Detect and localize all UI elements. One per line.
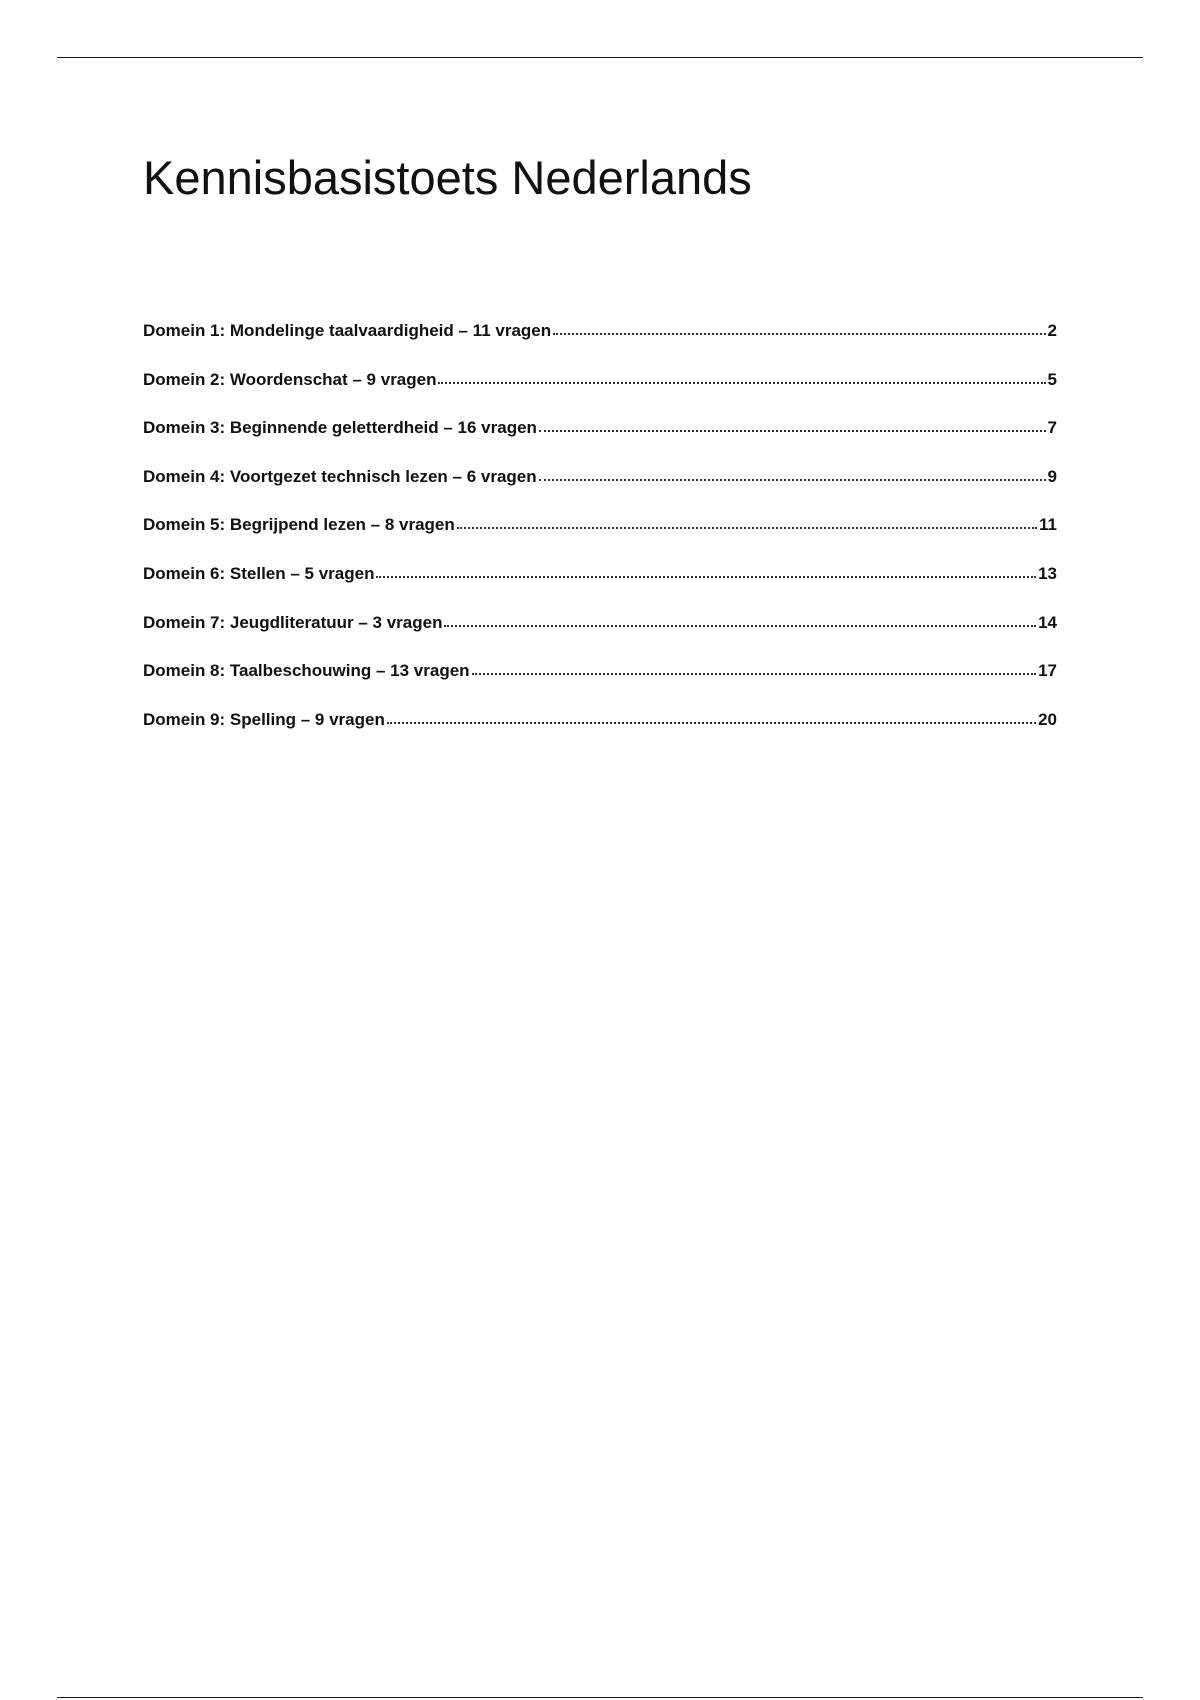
toc-entry-label: Domein 1: Mondelinge taalvaardigheid – 11 vragen	[143, 321, 552, 340]
toc-entry-domein-1[interactable]	[143, 318, 1057, 367]
dot-leader	[387, 722, 1036, 724]
toc-entry-label: Domein 5: Begrijpend lezen – 8 vragen	[143, 515, 455, 535]
toc-entry-page-number: 7	[1047, 418, 1057, 438]
toc-entry-domein-7[interactable]	[143, 610, 1057, 659]
toc-entry-page-number: 11	[1039, 515, 1057, 535]
dot-leader	[457, 527, 1037, 529]
toc-entry-domein-4[interactable]	[143, 464, 1057, 513]
header-rule	[57, 57, 1143, 58]
toc-entry-domein-8[interactable]	[143, 658, 1057, 707]
toc-entry-page-number: 17	[1038, 661, 1057, 681]
toc-entry-domein-3[interactable]	[143, 415, 1057, 464]
toc-entry-page-number: 13	[1038, 563, 1057, 583]
footer-rule	[57, 1697, 1143, 1698]
toc-entry-label: Domein 4: Voortgezet technisch lezen – 6 vragen	[143, 466, 537, 486]
toc-entry-label: Domein 6: Stellen – 5 vragen	[143, 563, 375, 583]
toc-entry-label: Domein 9: Spelling – 9 vragen	[143, 709, 385, 729]
document-title: Kennisbasistoets Nederlands	[143, 151, 752, 204]
toc-entry-label: Domein 2: Woordenschat – 9 vragen	[143, 369, 437, 389]
dot-leader	[438, 382, 1045, 384]
toc-entry-page-number: 9	[1047, 466, 1057, 486]
toc-entry-domein-6[interactable]	[143, 561, 1057, 610]
dot-leader	[444, 625, 1036, 627]
dot-leader	[553, 333, 1045, 335]
toc-entry-domein-2[interactable]	[143, 367, 1057, 416]
toc-entry-label: Domein 7: Jeugdliteratuur – 3 vragen	[143, 612, 443, 632]
dot-leader	[376, 576, 1036, 578]
dot-leader	[539, 430, 1046, 432]
dot-leader	[539, 479, 1046, 481]
toc-entry-domein-5[interactable]	[143, 512, 1057, 561]
toc-entry-page-number: 5	[1047, 369, 1057, 389]
toc-entry-page-number: 14	[1038, 612, 1057, 632]
toc-entry-domein-9[interactable]	[143, 707, 1057, 756]
toc-entry-label: Domein 3: Beginnende geletterdheid – 16 vragen	[143, 418, 537, 438]
table-of-contents	[143, 318, 1057, 755]
toc-entry-label: Domein 8: Taalbeschouwing – 13 vragen	[143, 661, 470, 681]
toc-entry-page-number: 20	[1038, 709, 1057, 729]
toc-entry-page-number: 2	[1047, 321, 1057, 340]
dot-leader	[472, 673, 1037, 675]
